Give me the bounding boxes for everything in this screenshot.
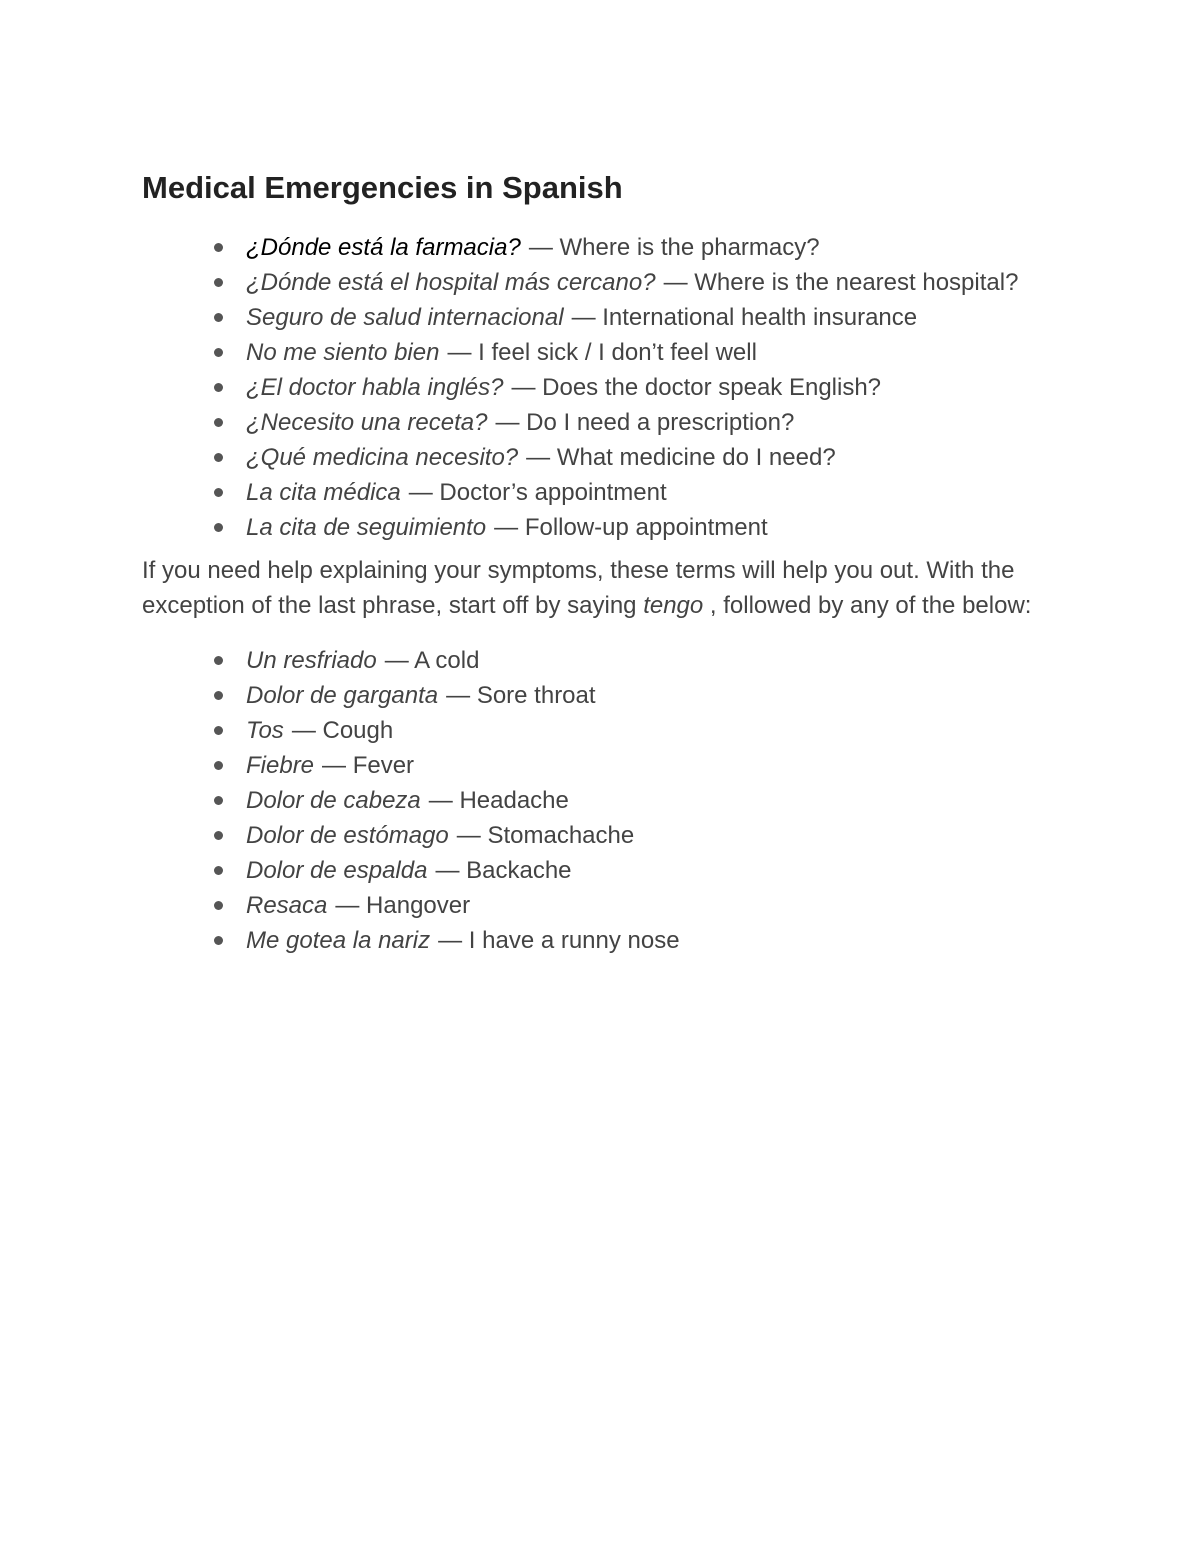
english-translation: Where is the nearest hospital? (694, 269, 1019, 296)
document-content (142, 170, 1042, 958)
list-item (246, 405, 1042, 440)
separator: — (322, 752, 347, 779)
spanish-phrase: Tos (246, 717, 284, 744)
separator: — (335, 892, 360, 919)
spanish-phrase: Me gotea la nariz (246, 927, 431, 954)
list-item (246, 923, 1042, 958)
separator: — (571, 304, 596, 331)
list-item (246, 230, 1042, 265)
list-item (246, 643, 1042, 678)
english-translation: Headache (459, 787, 569, 814)
separator: — (528, 234, 553, 261)
list-item (246, 475, 1042, 510)
english-translation: Fever (352, 752, 415, 779)
list-item (246, 335, 1042, 370)
spanish-phrase: Dolor de espalda (246, 857, 428, 884)
separator: — (384, 647, 409, 674)
english-translation: Stomachache (487, 822, 635, 849)
separator: — (663, 269, 688, 296)
separator: — (456, 822, 481, 849)
intro-paragraph (142, 553, 1042, 623)
list-item (246, 510, 1042, 545)
spanish-phrase: Dolor de cabeza (246, 787, 421, 814)
list-item (246, 440, 1042, 475)
list-item (246, 300, 1042, 335)
english-translation: What medicine do I need? (556, 444, 836, 471)
phrase-list-symptoms (142, 643, 1042, 958)
paragraph-text-end: , followed by any of the below: (703, 592, 1032, 619)
separator: — (428, 787, 453, 814)
spanish-phrase: ¿Necesito una receta? (246, 409, 488, 436)
separator: — (447, 339, 472, 366)
separator: — (495, 409, 520, 436)
english-translation: Does the doctor speak English? (542, 374, 882, 401)
english-translation: I have a runny nose (468, 927, 680, 954)
spanish-phrase: ¿Dónde está el hospital más cercano? (246, 269, 656, 296)
separator: — (435, 857, 460, 884)
list-item (246, 888, 1042, 923)
english-translation: Sore throat (476, 682, 596, 709)
list-item (246, 853, 1042, 888)
spanish-phrase: Dolor de estómago (246, 822, 449, 849)
page-title: Medical Emergencies in Spanish (142, 170, 623, 205)
phrase-list-questions (142, 230, 1042, 545)
spanish-phrase: ¿Dónde está la farmacia? (246, 234, 521, 261)
paragraph-text-start: If you need help explaining your symptoms, these terms will help you out. With the exception of the last phrase, start off by saying (142, 557, 1015, 619)
separator: — (526, 444, 551, 471)
spanish-phrase: La cita médica (246, 479, 401, 506)
spanish-phrase: La cita de seguimiento (246, 514, 487, 541)
english-translation: International health insurance (602, 304, 918, 331)
list-item (246, 783, 1042, 818)
separator: — (408, 479, 433, 506)
english-translation: Doctor’s appointment (439, 479, 667, 506)
list-item (246, 678, 1042, 713)
separator: — (291, 717, 316, 744)
english-translation: A cold (414, 647, 480, 674)
spanish-phrase: No me siento bien (246, 339, 440, 366)
english-translation: Backache (466, 857, 572, 884)
list-item (246, 713, 1042, 748)
english-translation: Hangover (366, 892, 471, 919)
spanish-phrase: ¿Qué medicina necesito? (246, 444, 519, 471)
separator: — (446, 682, 471, 709)
english-translation: Cough (322, 717, 394, 744)
spanish-phrase: Fiebre (246, 752, 315, 779)
list-item (246, 818, 1042, 853)
separator: — (511, 374, 536, 401)
english-translation: Follow-up appointment (524, 514, 768, 541)
list-item (246, 748, 1042, 783)
spanish-phrase: Resaca (246, 892, 328, 919)
english-translation: Do I need a prescription? (526, 409, 795, 436)
list-item (246, 370, 1042, 405)
separator: — (494, 514, 519, 541)
english-translation: Where is the pharmacy? (559, 234, 820, 261)
separator: — (438, 927, 463, 954)
list-item (246, 265, 1042, 300)
spanish-phrase: Seguro de salud internacional (246, 304, 564, 331)
spanish-phrase: ¿El doctor habla inglés? (246, 374, 504, 401)
spanish-phrase: Un resfriado (246, 647, 377, 674)
english-translation: I feel sick / I don’t feel well (478, 339, 757, 366)
spanish-phrase: Dolor de garganta (246, 682, 439, 709)
paragraph-emphasis: tengo (643, 592, 704, 619)
